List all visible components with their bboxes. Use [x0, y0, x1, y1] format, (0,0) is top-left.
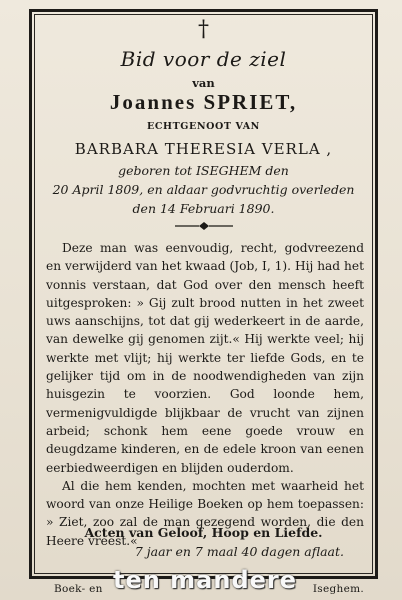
spouse-intro: ECHTGENOOT VAN	[147, 121, 260, 132]
death-date-line: den 14 Februari 1890.	[132, 201, 275, 216]
printer-left: Boek- en	[54, 583, 103, 595]
death-line: 20 April 1809, en aldaar godvruchtig overleden	[52, 182, 355, 197]
printer-right: Iseghem.	[312, 583, 364, 595]
spouse-name: BARBARA THERESIA VERLA ,	[74, 140, 333, 158]
acts-line: Acten van Geloof, Hoop en Liefde.	[84, 525, 323, 540]
deceased-name: Joannes SPRIET,	[109, 90, 298, 114]
ornament-divider-icon	[173, 221, 235, 231]
watermark: ten mandere	[112, 566, 298, 594]
van-label: van	[192, 76, 215, 90]
cross-icon: †	[198, 17, 209, 42]
birth-death-info	[34, 161, 373, 218]
biography-paragraph: Deze man was eenvoudig, recht, godvreezend en verwijderd van het kwaad (Job, I, 1). Hij had het vonnis verstaan, dat God over den mensch heeft uitgesproken: » Gij zult brood nutten in het zweet uws aanschijns, tot dat gij wederkeert in de aarde, van dewelke gij genomen zijt.« Hij werkte veel; hij werkte met vlijt; hij werkte ter liefde Gods, en te gelijker tijd om in de noodwendigheden van zijn huisgezin te voorzien. God loonde hem, vermenigvuldigde blijkbaar de vrucht van zijnen arbeid; schonk hem eene goede vrouw en deugdzame kinderen, en de edele kroon van eenen eerbiedweerdigen en blijden ouderdom.	[46, 241, 364, 475]
scripture-paragraph: Al die hem kenden, mochten met waarheid het woord van onze Heilige Boeken op hem toepassen: » Ziet, zoo zal de man gezegend worden, die den Heere vreest.«	[46, 478, 364, 548]
biography-text	[46, 239, 364, 550]
indulgence-line: 7 jaar en 7 maal 40 dagen aflaat.	[134, 544, 344, 559]
invocation-heading: Bid voor de ziel	[120, 47, 287, 71]
birth-line: geboren tot ISEGHEM den	[118, 163, 289, 178]
